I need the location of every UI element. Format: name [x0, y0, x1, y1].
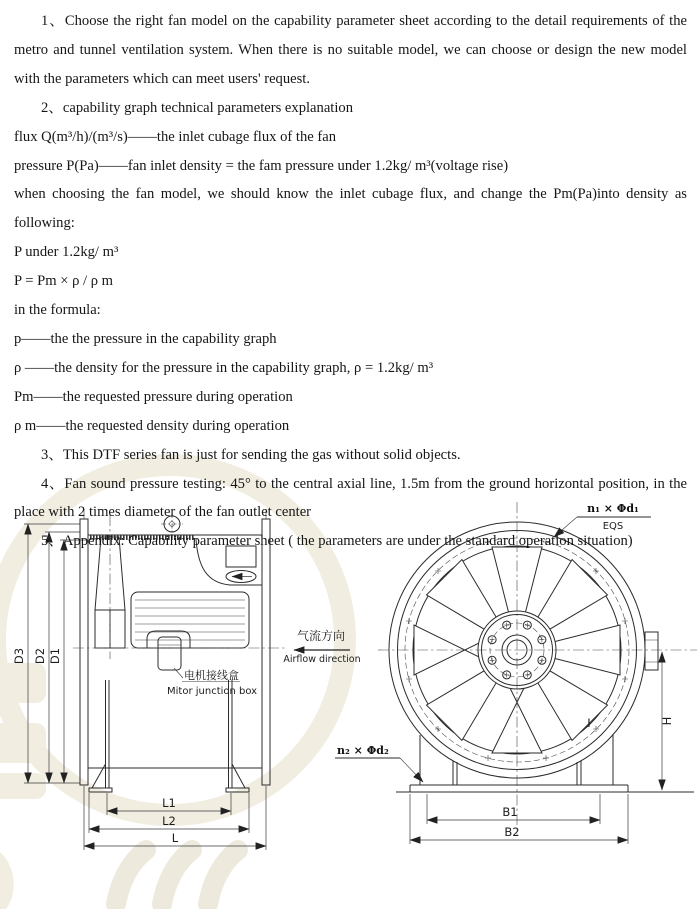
paragraph: in the formula: [14, 302, 101, 319]
impeller-blade [427, 670, 498, 741]
junction-box-label-en: Mitor junction box [167, 686, 258, 697]
dim-label-d2: D2 [33, 647, 47, 665]
paragraph: pressure P(Pa)——fan inlet density = the fam pressure under 1.2kg/ m³(voltage rise) [14, 157, 509, 174]
dimension-b1 [427, 794, 600, 824]
paragraph: when choosing the fan model, we should know the inlet cubage flux, and change the Pm(Pa)into density as following: [14, 186, 687, 232]
dimension-l1 [107, 793, 231, 815]
paragraph: 3、This DTF series fan is just for sending the gas without solid objects. [41, 446, 461, 463]
impeller-blade [537, 560, 608, 631]
dim-label-b1: B1 [502, 805, 518, 819]
inlet-flange [80, 519, 88, 785]
dim-label-l: L [171, 831, 179, 845]
support-frame [396, 735, 694, 792]
section-mark: I [587, 716, 591, 730]
front-junction-box [645, 632, 658, 670]
dim-label-d1: D1 [48, 647, 62, 665]
bolt-callout-bottom [335, 744, 423, 782]
base-plate [396, 785, 694, 792]
airflow-plate [226, 571, 256, 583]
junction-box-label-cn: 电机接线盒 [184, 669, 239, 682]
paragraph: ρ ——the density for the pressure in the capability graph, ρ = 1.2kg/ m³ [14, 359, 434, 376]
bolt-callout-bottom-label: n₂ × Φd₂ [337, 744, 389, 757]
bolt-callout-top-note: EQS [602, 521, 624, 532]
paragraph: P = Pm × ρ / ρ m [14, 273, 114, 290]
paragraph: 1、Choose the right fan model on the capability parameter sheet according to the detail requirements of the metro and tunnel ventilation system. When there is no suitable model, we can choose or design the new model with the parameters which can meet users' request. [14, 13, 687, 87]
paragraph: 5、Appendix: Capability parameter sheet ( the parameters are under the standard operation situation) [41, 533, 633, 550]
dim-label-l2: L2 [162, 814, 176, 828]
outlet-flange [262, 519, 270, 785]
impeller-blade [427, 560, 498, 631]
paragraph: Pm——the requested pressure during operation [14, 388, 293, 405]
dim-label-d3: D3 [12, 647, 26, 665]
airflow-direction [283, 628, 360, 665]
fan-casing [88, 535, 262, 768]
airflow-label-en: Airflow direction [283, 654, 361, 665]
paragraph: 2、capability graph technical parameters explanation [41, 99, 354, 116]
paragraph: flux Q(m³/h)/(m³/s)——the inlet cubage flux of the fan [14, 128, 337, 145]
paragraph: ρ m——the requested density during operation [14, 417, 290, 434]
fan-side-view [12, 509, 285, 850]
impeller-blade [537, 670, 608, 741]
dimension-h [660, 652, 674, 790]
bolt-callout-top-label: n₁ × Φd₁ [587, 502, 639, 515]
dimension-b2 [410, 794, 628, 844]
paragraph: P under 1.2kg/ m³ [14, 244, 119, 261]
dim-label-b2: B2 [504, 825, 520, 839]
dim-label-l1: L1 [162, 796, 176, 810]
motor-fins [135, 600, 245, 640]
paragraph: 4、Fan sound pressure testing: 45° to the central axial line, 1.5m from the ground horizontal position, in the place with 2 times diameter of the fan outlet center [14, 475, 687, 521]
paragraph: p——the the pressure in the capability graph [14, 330, 277, 347]
airflow-label-cn: 气流方向 [296, 629, 346, 643]
dimension-d1 [48, 540, 88, 783]
mounting-foot-left [89, 680, 112, 792]
document-text [14, 7, 687, 556]
motor-junction-box [147, 631, 190, 670]
dim-label-h: H [660, 716, 674, 726]
